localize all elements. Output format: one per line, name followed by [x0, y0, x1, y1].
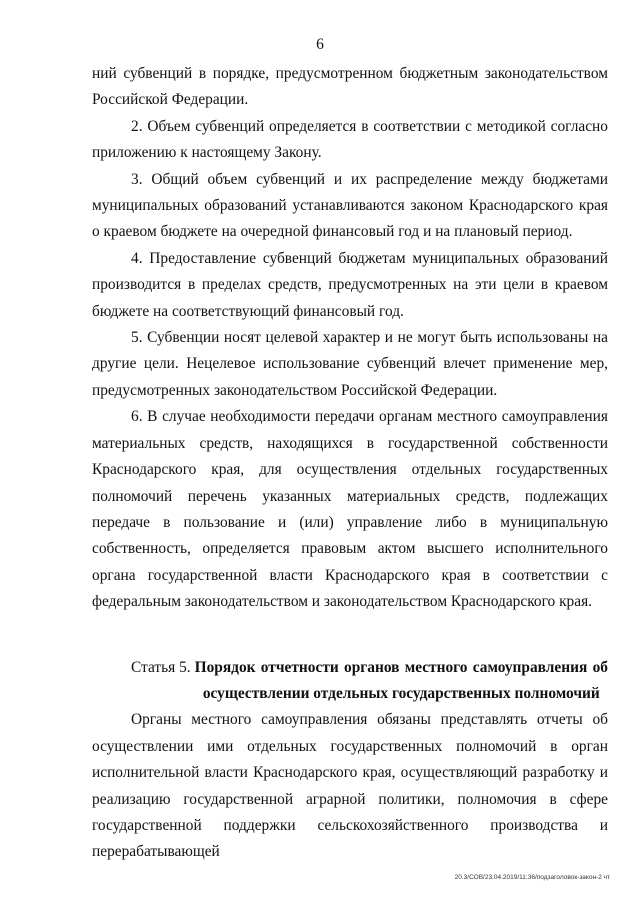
paragraph-5: 5. Субвенции носят целевой характер и не могут быть использованы на другие цели. Нецелевое использование субвенций влечет применение мер, предусмотренных законодательством Российской Федерации. [92, 329, 608, 399]
article-title: Порядок отчетности органов местного самоуправления об осуществлении отдельных государственных полномочий [194, 658, 608, 702]
article-label: Статья 5. [131, 658, 191, 676]
paragraph-2: 2. Объем субвенций определяется в соответствии с методикой согласно приложению к настоящему Закону. [92, 117, 608, 162]
footer-stamp: 20.3/СОВ/23.04.2019/11:36/подзаголовок-закон-2 чт [454, 874, 610, 881]
paragraph-6: 6. В случае необходимости передачи органам местного самоуправления материальных средств, находящихся в государственной собственности Краснодарского края, для осуществления отдельных государственных полномочий перечень указанных материальных средств, подлежащих передаче в пользование и (или) управление либо в муниципальную собственность, определяется правовым актом высшего исполнительного органа государственной власти Краснодарского края в соответствии с федеральным законодательством и законодательством Краснодарского края. [92, 408, 608, 611]
paragraph-continuation: ний субвенций в порядке, предусмотренном бюджетным законодательством Российской Федерации. [92, 65, 608, 109]
article-heading [92, 655, 608, 708]
paragraph-4: 4. Предоставление субвенций бюджетам муниципальных образований производится в пределах средств, предусмотренных на эти цели в краевом бюджете на соответствующий финансовый год. [92, 249, 608, 320]
page-number: 6 [316, 36, 324, 53]
document-body [92, 61, 608, 866]
paragraph-3: 3. Общий объем субвенций и их распределение между бюджетами муниципальных образований устанавливаются законом Краснодарского края о краевом бюджете на очередной финансовый год и на плановый период. [92, 170, 608, 241]
article-paragraph: Органы местного самоуправления обязаны представлять отчеты об осуществлении ими отдельных государственных полномочий в орган исполнительной власти Краснодарского края, осуществляющий разработку и реализацию государственной аграрной политики, полномочия в сфере государственной поддержки сельскохозяйственного производства и перерабатывающей [92, 711, 608, 861]
